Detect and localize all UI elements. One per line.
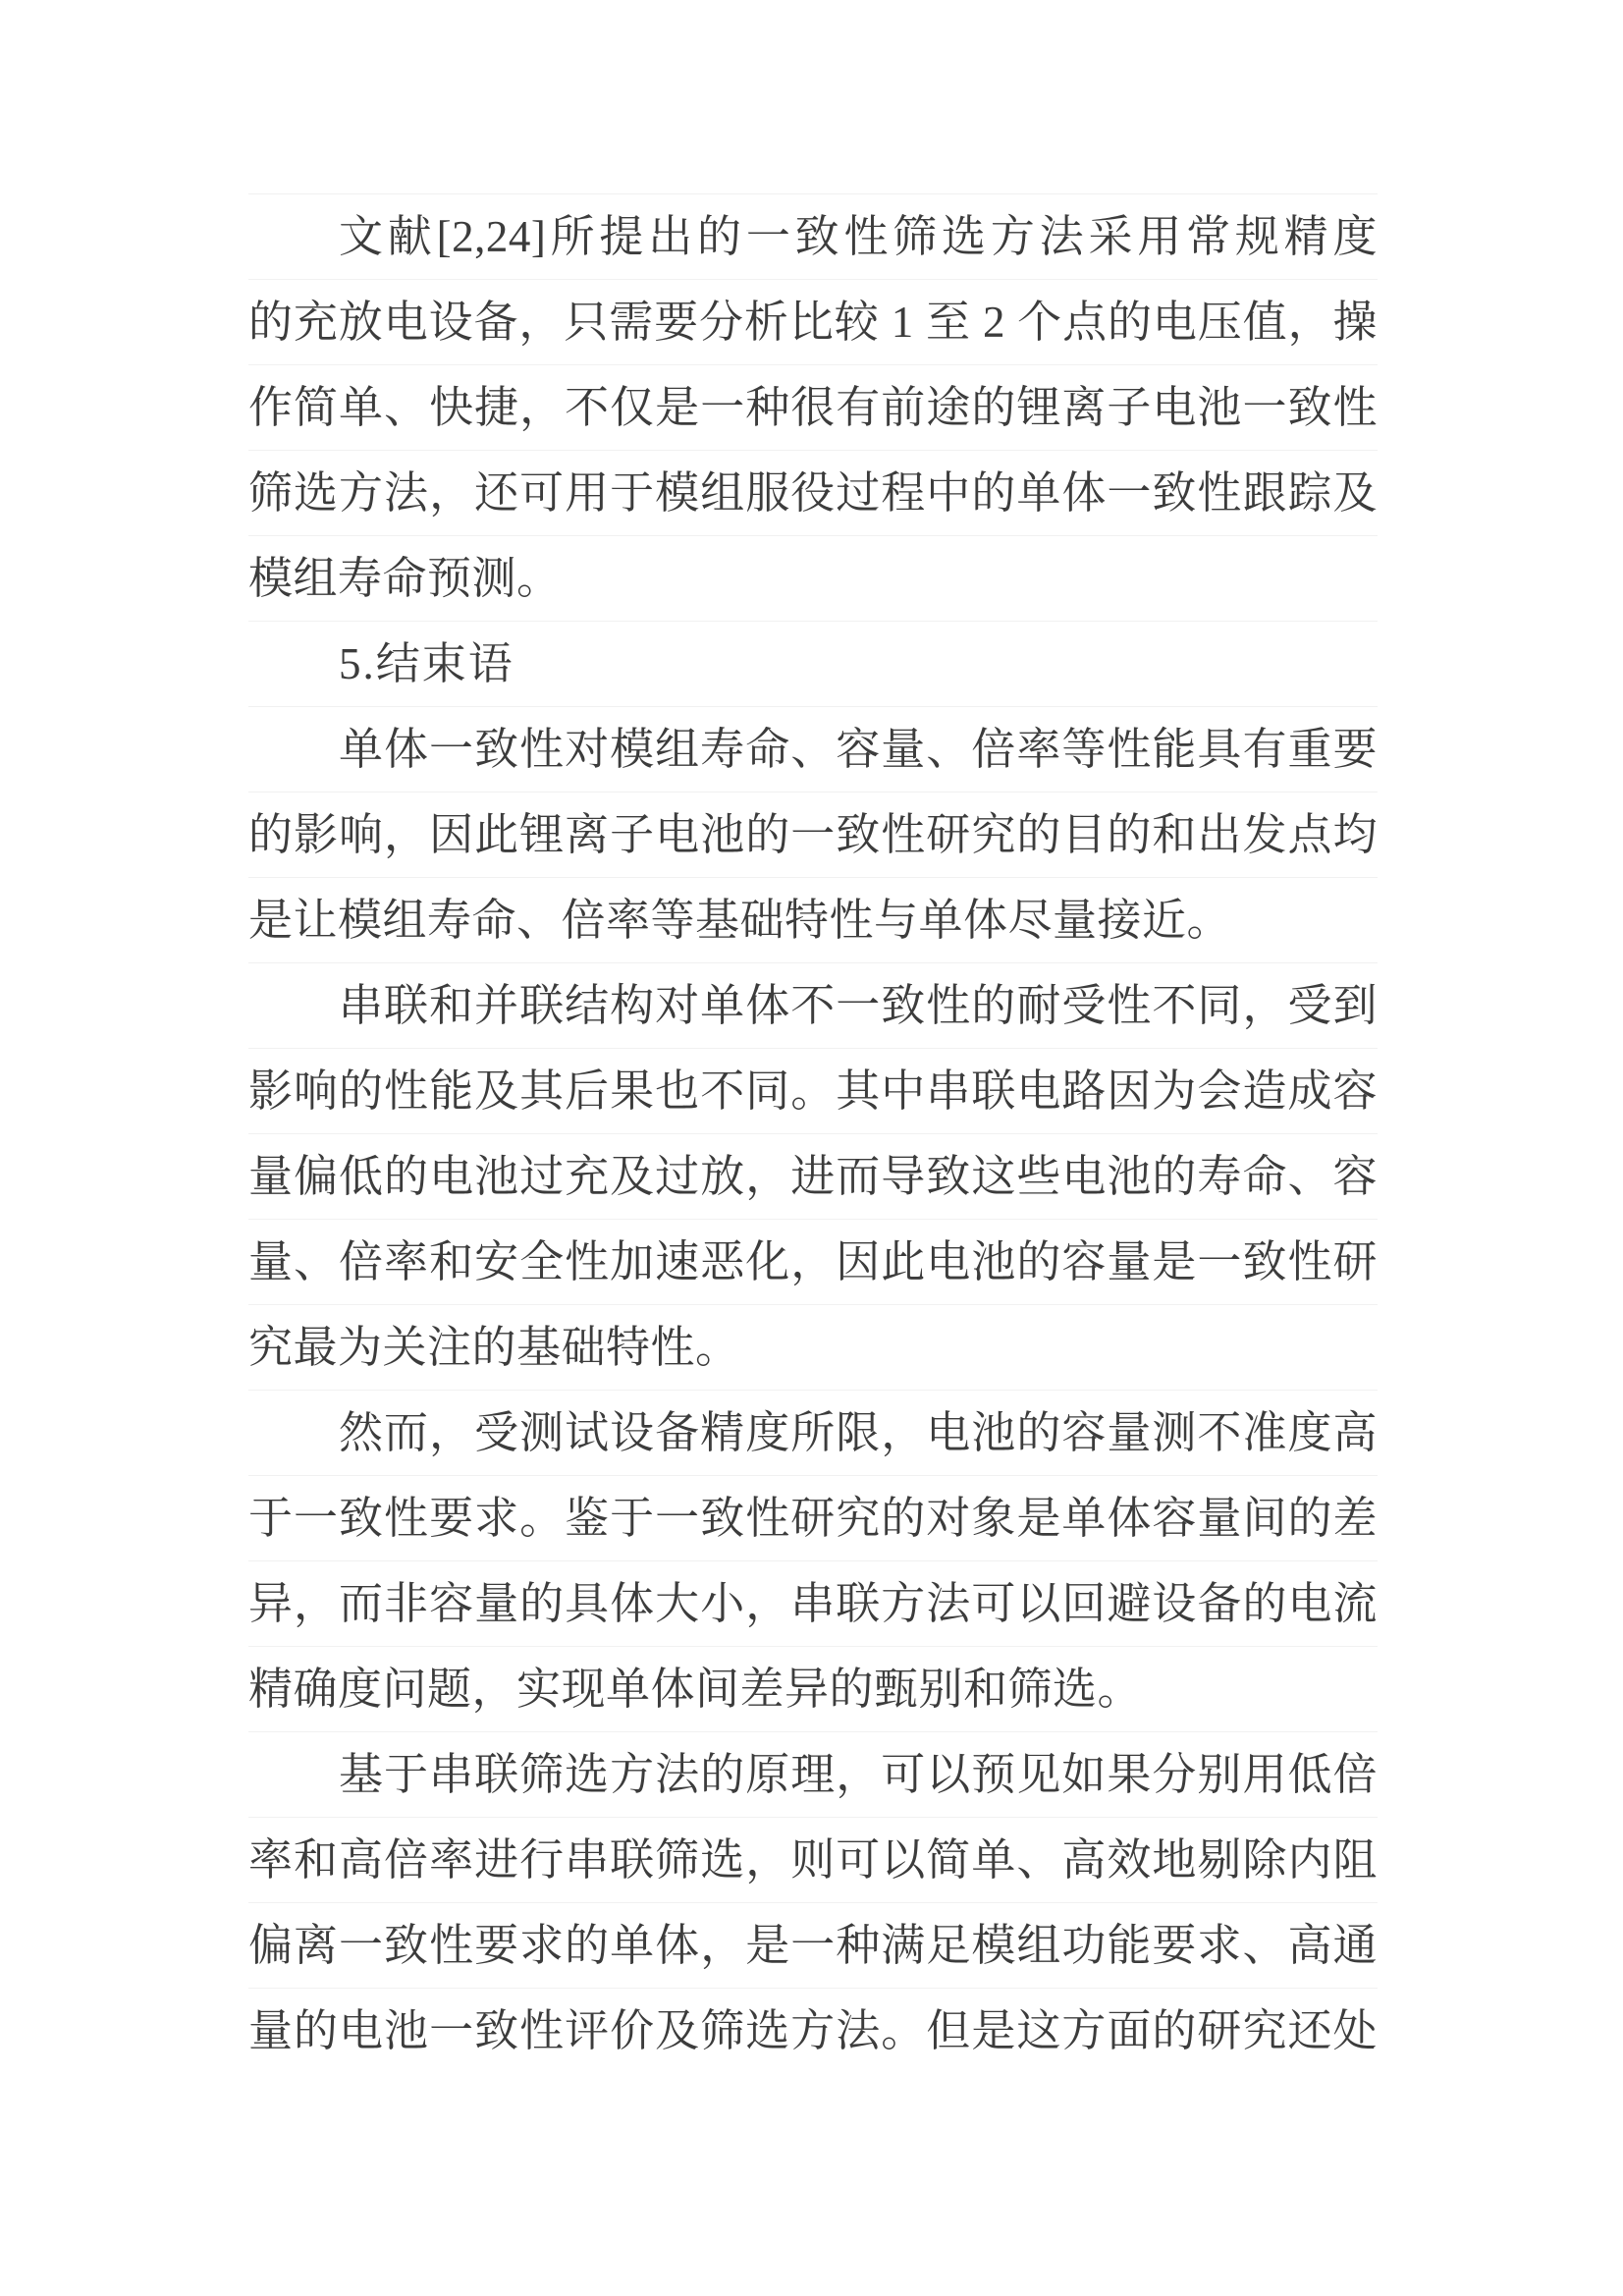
section-heading: 5.结束语 bbox=[248, 621, 1378, 706]
text-line: 然而，受测试设备精度所限，电池的容量测不准度高 bbox=[248, 1390, 1378, 1475]
text-line: 量、倍率和安全性加速恶化，因此电池的容量是一致性研 bbox=[248, 1219, 1378, 1304]
text-line: 于一致性要求。鉴于一致性研究的对象是单体容量间的差 bbox=[248, 1475, 1378, 1560]
text-column bbox=[248, 193, 1378, 2073]
text-line: 作简单、快捷，不仅是一种很有前途的锂离子电池一致性 bbox=[248, 364, 1378, 450]
text-line: 率和高倍率进行串联筛选，则可以简单、高效地剔除内阻 bbox=[248, 1817, 1378, 1902]
text-line: 文献[2,24]所提出的一致性筛选方法采用常规精度 bbox=[248, 193, 1378, 279]
text-line: 基于串联筛选方法的原理，可以预见如果分别用低倍 bbox=[248, 1731, 1378, 1817]
text-line: 的充放电设备，只需要分析比较 1 至 2 个点的电压值，操 bbox=[248, 279, 1378, 364]
text-line: 的影响，因此锂离子电池的一致性研究的目的和出发点均 bbox=[248, 792, 1378, 877]
text-line: 模组寿命预测。 bbox=[248, 535, 1378, 621]
text-line: 串联和并联结构对单体不一致性的耐受性不同，受到 bbox=[248, 962, 1378, 1048]
text-line: 单体一致性对模组寿命、容量、倍率等性能具有重要 bbox=[248, 706, 1378, 792]
text-line: 偏离一致性要求的单体，是一种满足模组功能要求、高通 bbox=[248, 1902, 1378, 1988]
text-line: 异，而非容量的具体大小，串联方法可以回避设备的电流 bbox=[248, 1560, 1378, 1646]
text-line: 究最为关注的基础特性。 bbox=[248, 1304, 1378, 1390]
text-line: 精确度问题，实现单体间差异的甄别和筛选。 bbox=[248, 1646, 1378, 1731]
text-line: 量偏低的电池过充及过放，进而导致这些电池的寿命、容 bbox=[248, 1133, 1378, 1219]
text-line: 影响的性能及其后果也不同。其中串联电路因为会造成容 bbox=[248, 1048, 1378, 1133]
text-line: 是让模组寿命、倍率等基础特性与单体尽量接近。 bbox=[248, 877, 1378, 962]
text-line: 量的电池一致性评价及筛选方法。但是这方面的研究还处 bbox=[248, 1988, 1378, 2073]
text-line: 筛选方法，还可用于模组服役过程中的单体一致性跟踪及 bbox=[248, 450, 1378, 535]
